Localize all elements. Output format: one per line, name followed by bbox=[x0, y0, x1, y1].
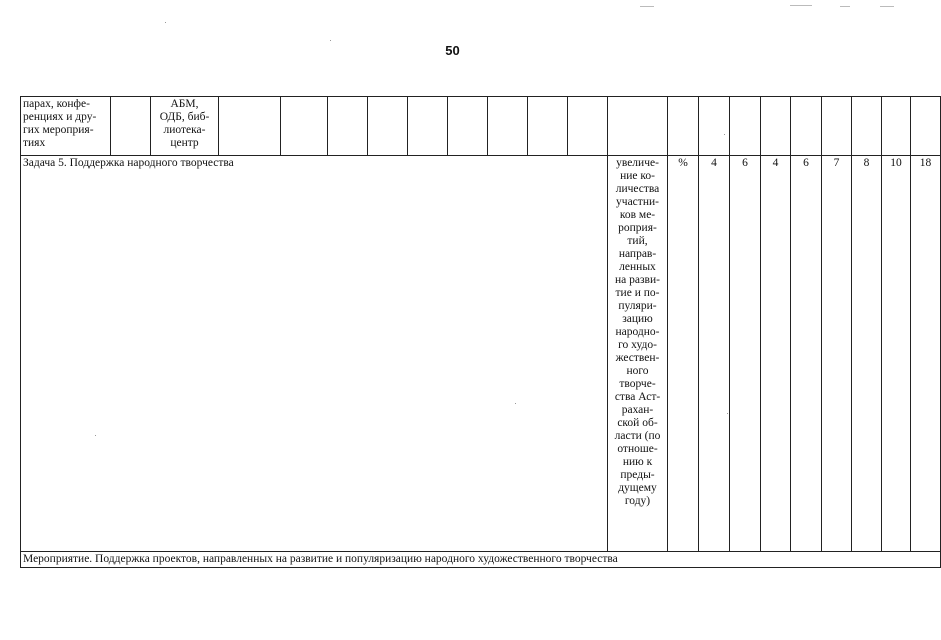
empty-cell bbox=[448, 97, 488, 156]
empty-cell bbox=[668, 97, 699, 156]
empty-cell bbox=[730, 97, 761, 156]
indicator-text: увеличе- ние ко- личества участни- ков ме- роприя- тий, направ- ленных на разви- тие и по- пуляри- зацию народно- го худо- жествен- ного творче- ства Аст- рахан- ской об- ласти (по отноше- нию к преды- дущему году) bbox=[614, 157, 661, 507]
table-row-continuation bbox=[21, 97, 941, 156]
indicator-cell bbox=[608, 156, 668, 552]
table-row-activity bbox=[21, 552, 941, 568]
empty-cell bbox=[219, 97, 281, 156]
value-cell: 6 bbox=[730, 156, 761, 552]
empty-cell bbox=[699, 97, 730, 156]
value-cell: 4 bbox=[761, 156, 791, 552]
executors-cell bbox=[151, 97, 219, 156]
value-cell: 10 bbox=[882, 156, 911, 552]
value-cell: 6 bbox=[791, 156, 822, 552]
activity-cell bbox=[21, 552, 941, 568]
scan-artifact bbox=[640, 6, 654, 7]
plan-table bbox=[20, 96, 941, 568]
scan-speck bbox=[165, 22, 166, 23]
empty-cell bbox=[608, 97, 668, 156]
executors: АБМ, ОДБ, биб- лиотека- центр bbox=[159, 98, 210, 149]
value-cell: 4 bbox=[699, 156, 730, 552]
empty-cell bbox=[761, 97, 791, 156]
empty-cell bbox=[488, 97, 528, 156]
empty-cell bbox=[791, 97, 822, 156]
event-description: парах, конфе- ренциях и дру- гих мероприя- тиях bbox=[23, 98, 97, 149]
table-row-task bbox=[21, 156, 941, 552]
value-cell: 18 bbox=[911, 156, 941, 552]
empty-cell bbox=[852, 97, 882, 156]
scan-artifact bbox=[880, 6, 894, 7]
empty-cell bbox=[911, 97, 941, 156]
activity-text: Мероприятие. Поддержка проектов, направленных на развитие и популяризацию народного художественного творчества bbox=[23, 553, 618, 565]
empty-cell bbox=[528, 97, 568, 156]
empty-cell bbox=[822, 97, 852, 156]
empty-cell bbox=[408, 97, 448, 156]
empty-cell bbox=[328, 97, 368, 156]
task-title: Задача 5. Поддержка народного творчества bbox=[23, 157, 234, 169]
empty-cell bbox=[111, 97, 151, 156]
empty-cell bbox=[882, 97, 911, 156]
empty-cell bbox=[368, 97, 408, 156]
unit-cell: % bbox=[668, 156, 699, 552]
value-cell: 8 bbox=[852, 156, 882, 552]
empty-cell bbox=[568, 97, 608, 156]
value-cell: 7 bbox=[822, 156, 852, 552]
scan-artifact bbox=[790, 5, 812, 6]
task-title-cell bbox=[21, 156, 608, 552]
empty-cell bbox=[281, 97, 328, 156]
scan-artifact bbox=[840, 6, 850, 7]
scan-speck bbox=[330, 40, 331, 41]
page-number: 50 bbox=[445, 43, 460, 58]
event-description-cell bbox=[21, 97, 111, 156]
